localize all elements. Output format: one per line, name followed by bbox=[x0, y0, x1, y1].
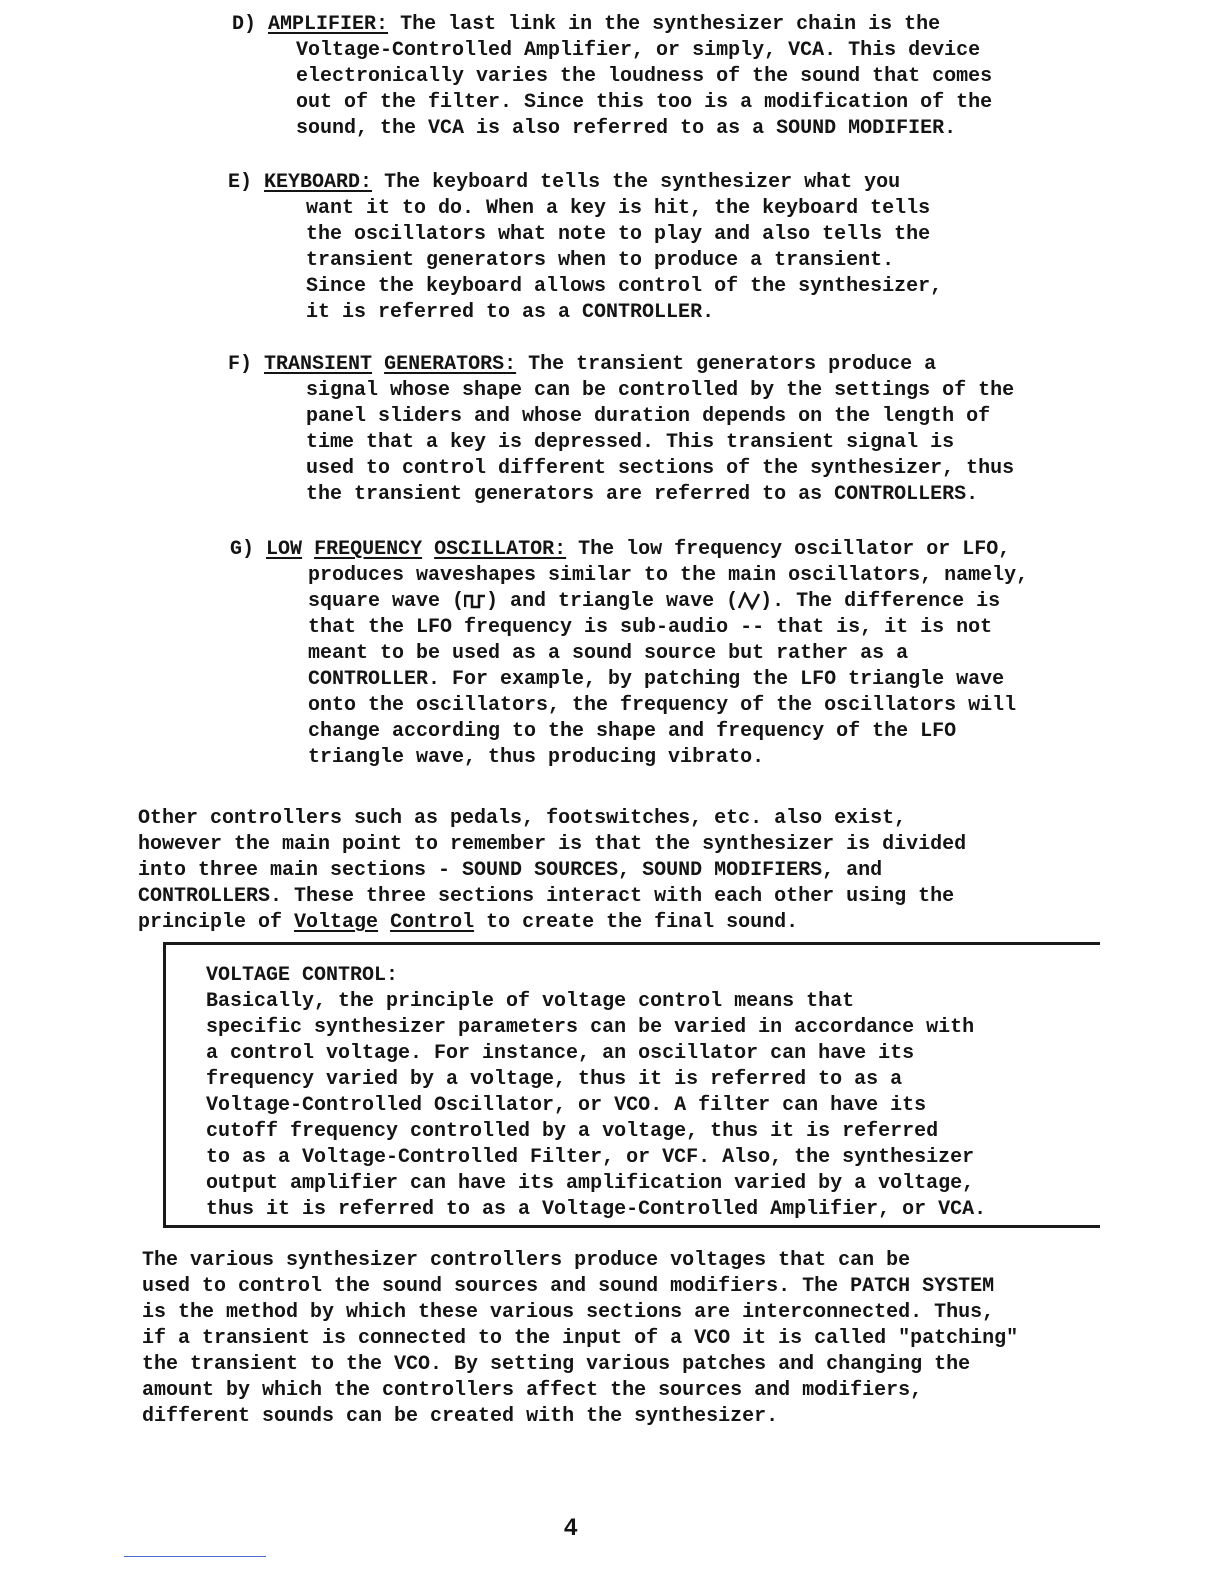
item-letter: D) bbox=[232, 13, 257, 36]
box-title: VOLTAGE CONTROL: bbox=[206, 964, 399, 987]
term-amplifier: AMPLIFIER: bbox=[268, 13, 389, 36]
term-keyboard: KEYBOARD: bbox=[264, 171, 373, 194]
term-frequency: FREQUENCY bbox=[314, 538, 423, 561]
item-letter: E) bbox=[228, 171, 253, 194]
item-letter: G) bbox=[230, 538, 255, 561]
para1-control: Control bbox=[390, 911, 475, 934]
term-generators: GENERATORS: bbox=[384, 353, 517, 376]
para1-text-b: to create the final sound. bbox=[474, 911, 799, 934]
item-amplifier bbox=[232, 12, 992, 142]
lfo-line-2a: square wave ( bbox=[308, 590, 465, 613]
item-letter: F) bbox=[228, 353, 253, 376]
item-head bbox=[232, 12, 992, 38]
para1-voltage: Voltage bbox=[294, 911, 379, 934]
paragraph-controllers bbox=[138, 806, 966, 936]
item-intro: The transient generators produce a bbox=[516, 353, 937, 376]
term-low: LOW bbox=[266, 538, 303, 561]
lfo-line-1: produces waveshapes similar to the main oscillators, namely, bbox=[308, 564, 1029, 587]
item-head bbox=[230, 537, 1028, 563]
voltage-control-box bbox=[163, 942, 1100, 1228]
box-body: Basically, the principle of voltage control means that specific synthesizer parameters can be varied in accordance with a control voltage. For instance, an oscillator can have its frequency varied by a voltage, thus it is referred to as a Voltage-Controlled Oscillator, or VCO. A filter can have its cutoff frequency controlled by a voltage, thus it is referred to as a Voltage-Controlled Filter, or VCF. Also, the synthesizer output amplifier can have its amplification varied by a voltage, thus it is referred to as a Voltage-Controlled Amplifier, or VCA. bbox=[206, 990, 987, 1221]
square-wave-icon bbox=[464, 593, 486, 609]
footer-line bbox=[124, 1556, 266, 1557]
term-transient: TRANSIENT bbox=[264, 353, 373, 376]
item-head bbox=[228, 170, 942, 196]
item-keyboard bbox=[228, 170, 942, 326]
triangle-wave-icon bbox=[738, 592, 760, 610]
item-body: that the LFO frequency is sub-audio -- that is, it is not meant to be used as a sound source but rather as a CONTROLLER. For example, by patching the LFO triangle wave onto the oscillators, the frequency of the oscillators will change according to the shape and frequency of the LFO triangle wave, thus producing vibrato. bbox=[308, 616, 1017, 769]
item-head bbox=[228, 352, 1014, 378]
term-oscillator: OSCILLATOR: bbox=[434, 538, 567, 561]
item-transient-generators bbox=[228, 352, 1014, 508]
item-intro: The last link in the synthesizer chain is the bbox=[388, 13, 941, 36]
item-lfo bbox=[230, 537, 1028, 771]
item-intro: The low frequency oscillator or LFO, bbox=[566, 538, 1011, 561]
lfo-line-2 bbox=[308, 589, 1028, 615]
item-body: signal whose shape can be controlled by the settings of the panel sliders and whose duration depends on the length of time that a key is depressed. This transient signal is used to control different sections of the synthesizer, thus the transient generators are referred to as CONTROLLERS. bbox=[306, 379, 1015, 506]
item-intro: The keyboard tells the synthesizer what you bbox=[372, 171, 901, 194]
paragraph-patch-system: The various synthesizer controllers produce voltages that can be used to control the sound sources and sound modifiers. The PATCH SYSTEM is the method by which these various sections are interconnected. Thus, if a transient is connected to the input of a VCO it is called "patching" the transient to the VCO. By setting various patches and changing the amount by which the controllers affect the sources and modifiers, different sounds can be created with the synthesizer. bbox=[142, 1249, 1019, 1428]
item-body: want it to do. When a key is hit, the keyboard tells the oscillators what note to play and also tells the transient generators when to produce a transient. Since the keyboard allows control of the synthesizer, it is referred to as a CONTROLLER. bbox=[306, 197, 943, 324]
item-body: Voltage-Controlled Amplifier, or simply, VCA. This device electronically varies the loudness of the sound that comes out of the filter. Since this too is a modification of the sound, the VCA is also referred to as a SOUND MODIFIER. bbox=[296, 39, 993, 140]
lfo-line-2c: ). The difference is bbox=[760, 590, 1001, 613]
lfo-line-2b: ) and triangle wave ( bbox=[486, 590, 739, 613]
page-number: 4 bbox=[564, 1514, 578, 1541]
para1-text-a: Other controllers such as pedals, footswitches, etc. also exist, however the main point to remember is that the synthesizer is divided into three main sections - SOUND SOURCES, SOUND MODIFIERS, and CONTROLLERS. These three sections interact with each other using the principle of bbox=[138, 807, 967, 934]
